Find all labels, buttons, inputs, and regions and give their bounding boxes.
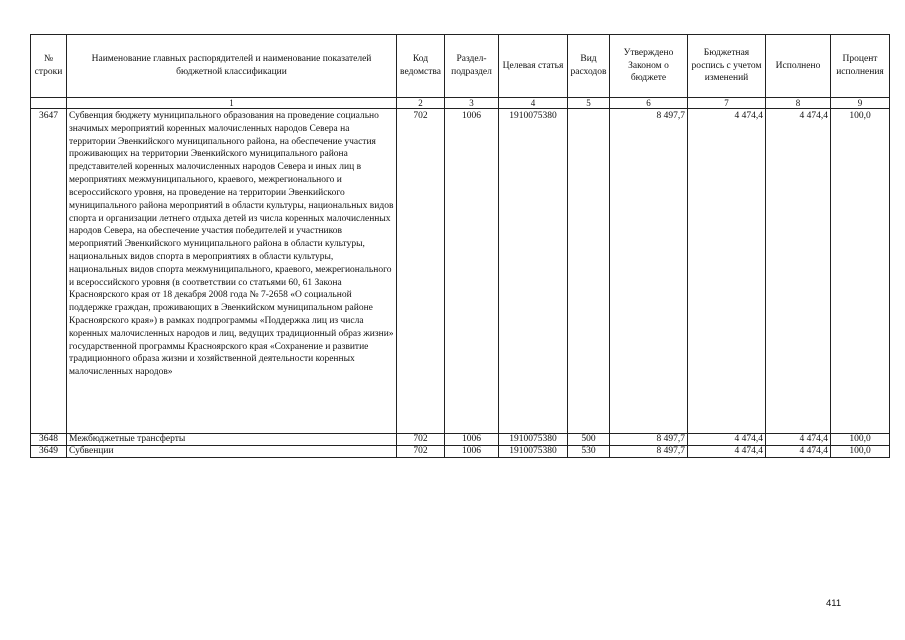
row-approved: 8 497,7 <box>610 109 688 434</box>
row-number: 3648 <box>31 434 67 446</box>
column-number: 4 <box>499 98 568 109</box>
row-budget-schedule: 4 474,4 <box>688 446 766 458</box>
header-row <box>31 35 890 98</box>
column-number: 8 <box>766 98 831 109</box>
row-number: 3649 <box>31 446 67 458</box>
header-approved: Утверждено Законом о бюджете <box>610 35 688 98</box>
column-number-row <box>31 98 890 109</box>
column-number: 6 <box>610 98 688 109</box>
budget-table <box>30 34 890 458</box>
row-dept-code: 702 <box>397 434 445 446</box>
column-number: 5 <box>568 98 610 109</box>
row-percent: 100,0 <box>831 434 890 446</box>
row-expense-kind: 500 <box>568 434 610 446</box>
row-section: 1006 <box>445 446 499 458</box>
row-target-article: 1910075380 <box>499 434 568 446</box>
column-number: 7 <box>688 98 766 109</box>
row-percent: 100,0 <box>831 446 890 458</box>
row-dept-code: 702 <box>397 109 445 434</box>
header-row-number: № строки <box>31 35 67 98</box>
table-row <box>31 446 890 458</box>
column-number: 1 <box>67 98 397 109</box>
column-number-blank <box>31 98 67 109</box>
header-expense-kind: Вид расходов <box>568 35 610 98</box>
column-number: 9 <box>831 98 890 109</box>
row-expense-kind <box>568 109 610 434</box>
row-budget-schedule: 4 474,4 <box>688 434 766 446</box>
row-budget-schedule: 4 474,4 <box>688 109 766 434</box>
row-target-article: 1910075380 <box>499 446 568 458</box>
row-executed: 4 474,4 <box>766 434 831 446</box>
header-dept-code: Код ведомства <box>397 35 445 98</box>
page-number: 411 <box>826 598 842 609</box>
header-budget-schedule: Бюджетная роспись с учетом изменений <box>688 35 766 98</box>
row-expense-kind: 530 <box>568 446 610 458</box>
row-dept-code: 702 <box>397 446 445 458</box>
header-target-article: Целевая статья <box>499 35 568 98</box>
header-percent: Процент исполнения <box>831 35 890 98</box>
row-name: Межбюджетные трансферты <box>67 434 397 446</box>
row-name: Субвенции <box>67 446 397 458</box>
table-row <box>31 109 890 434</box>
row-target-article: 1910075380 <box>499 109 568 434</box>
row-section: 1006 <box>445 109 499 434</box>
row-approved: 8 497,7 <box>610 434 688 446</box>
row-executed: 4 474,4 <box>766 446 831 458</box>
header-name: Наименование главных распорядителей и наименование показателей бюджетной классификации <box>67 35 397 98</box>
row-section: 1006 <box>445 434 499 446</box>
column-number: 2 <box>397 98 445 109</box>
row-approved: 8 497,7 <box>610 446 688 458</box>
row-executed: 4 474,4 <box>766 109 831 434</box>
row-number: 3647 <box>31 109 67 434</box>
table-row <box>31 434 890 446</box>
column-number: 3 <box>445 98 499 109</box>
header-executed: Исполнено <box>766 35 831 98</box>
row-percent: 100,0 <box>831 109 890 434</box>
header-section: Раздел-подраздел <box>445 35 499 98</box>
row-name: Субвенция бюджету муниципального образования на проведение социально значимых мероприятий коренных малочисленных народов Севера на территории Эвенкийского муниципального района, на обеспечение участия проживающих на территории Эвенкийского муниципального района представителей коренных малочисленных народов Севера и иных лиц в мероприятиях межмуниципального, краевого, межрегионального и всероссийского уровня, на проведение на территории Эвенкийского муниципального района мероприятий в области культуры, национальных видов спорта и организации летнего отдыха детей из числа коренных малочисленных народов Севера, на обеспечение участия победителей и участников мероприятий Эвенкийского муниципального района в области культуры, национальных видов спорта в мероприятиях в области культуры, национальных видов спорта межмуниципального, краевого, межрегионального и всероссийского уровня (в соответствии со статьями 60, 61 Закона Красноярского края от 18 декабря 2008 года № 7-2658 «О социальной поддержке граждан, проживающих в Эвенкийском муниципальном районе Красноярского края») в рамках подпрограммы «Поддержка лиц из числа коренных малочисленных народов и лиц, ведущих традиционный образ жизни» государственной программы Красноярского края «Сохранение и развитие традиционного образа жизни и хозяйственной деятельности коренных малочисленных народов» <box>67 109 397 434</box>
